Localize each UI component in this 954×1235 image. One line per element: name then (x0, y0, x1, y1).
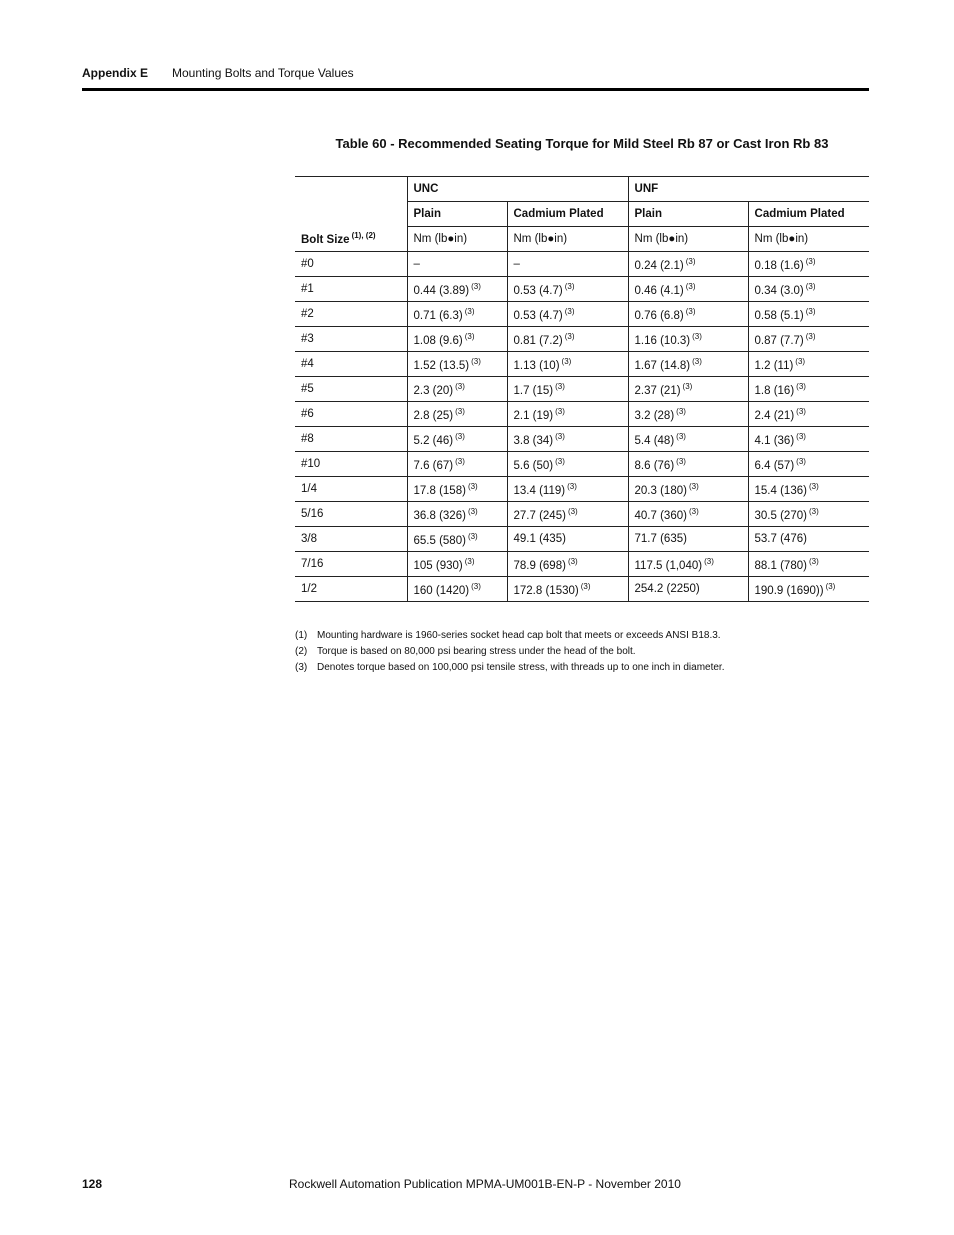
bolt-size-note: (1), (2) (351, 231, 376, 240)
torque-value: 1.2 (11) (754, 359, 794, 372)
bolt-size-cell: #8 (295, 427, 407, 452)
footnote-ref: (3) (464, 556, 475, 566)
bolt-size-cell: #5 (295, 377, 407, 402)
torque-cell (748, 352, 869, 377)
footnote-ref: (3) (805, 306, 816, 316)
torque-value: 254.2 (2250) (634, 583, 700, 595)
torque-cell (407, 452, 507, 477)
torque-value: 1.52 (13.5) (413, 359, 470, 372)
torque-cell (407, 527, 507, 552)
torque-value: 3.2 (28) (634, 409, 675, 422)
torque-value: 4.1 (36) (754, 434, 795, 447)
torque-cell (628, 452, 748, 477)
footnote-ref: (3) (564, 281, 575, 291)
torque-value: 1.7 (15) (513, 384, 554, 397)
footnote-ref: (3) (676, 406, 686, 416)
bolt-size-cell: 1/4 (295, 477, 407, 502)
torque-cell (507, 402, 628, 427)
bolt-size-cell: 7/16 (295, 552, 407, 577)
footnote-ref: (3) (567, 556, 578, 566)
torque-value: 0.46 (4.1) (634, 284, 684, 297)
footnote-ref: (3) (796, 431, 806, 441)
torque-cell (407, 577, 507, 602)
torque-value: 0.58 (5.1) (754, 309, 804, 322)
torque-value: 2.8 (25) (413, 409, 454, 422)
torque-cell (407, 252, 507, 277)
table-row (295, 277, 869, 302)
bolt-size-cell: #6 (295, 402, 407, 427)
table-row (295, 452, 869, 477)
footnotes (295, 630, 869, 678)
torque-cell (628, 502, 748, 527)
torque-cell (628, 277, 748, 302)
torque-cell (407, 327, 507, 352)
footnote-text: Denotes torque based on 100,000 psi tensile stress, with threads up to one inch in diameter. (317, 662, 725, 673)
torque-cell (628, 477, 748, 502)
torque-cell (407, 352, 507, 377)
torque-value: 5.2 (46) (413, 434, 454, 447)
torque-cell (628, 377, 748, 402)
torque-value: 6.4 (57) (754, 459, 795, 472)
footnote-ref: (3) (555, 406, 565, 416)
torque-value: 88.1 (780) (754, 559, 807, 572)
torque-cell (628, 552, 748, 577)
footnote-ref: (3) (555, 431, 565, 441)
footnote-ref: (3) (805, 256, 816, 266)
footnote-ref: (3) (561, 356, 572, 366)
torque-value: 0.34 (3.0) (754, 284, 804, 297)
torque-cell (748, 277, 869, 302)
footnote (295, 630, 869, 646)
table-row (295, 252, 869, 277)
torque-table (295, 176, 869, 602)
torque-cell (628, 427, 748, 452)
torque-cell (407, 427, 507, 452)
torque-cell (748, 402, 869, 427)
table-row (295, 477, 869, 502)
torque-value: 1.13 (10) (513, 359, 560, 372)
table-row (295, 352, 869, 377)
torque-cell (748, 377, 869, 402)
torque-cell (507, 577, 628, 602)
footnote (295, 662, 869, 678)
torque-value: 190.9 (1690)) (754, 584, 824, 597)
table-row (295, 552, 869, 577)
group-header-unf: UNF (628, 177, 869, 202)
table-row (295, 527, 869, 552)
footnote-ref: (3) (567, 506, 578, 516)
table-row (295, 302, 869, 327)
footnote-ref: (3) (808, 481, 819, 491)
table-row (295, 377, 869, 402)
torque-value: 5.6 (50) (513, 459, 554, 472)
table-row (295, 427, 869, 452)
footnote-ref: (3) (471, 281, 481, 291)
footnote-ref: (3) (692, 356, 702, 366)
torque-value: 2.3 (20) (413, 384, 454, 397)
torque-value: – (513, 258, 520, 270)
torque-cell (628, 252, 748, 277)
bolt-size-label: Bolt Size (301, 234, 350, 246)
footnote-ref: (3) (555, 381, 565, 391)
torque-cell (507, 452, 628, 477)
footnote-ref: (3) (805, 281, 816, 291)
torque-cell (407, 402, 507, 427)
footnote-ref: (3) (796, 456, 806, 466)
unit-cell: Nm (lb●in) (628, 227, 748, 252)
torque-value: 20.3 (180) (634, 484, 687, 497)
footnote-ref: (3) (808, 556, 819, 566)
torque-cell (748, 327, 869, 352)
torque-value: 5.4 (48) (634, 434, 675, 447)
torque-cell (748, 452, 869, 477)
torque-value: 27.7 (245) (513, 509, 566, 522)
footnote-ref: (3) (455, 381, 465, 391)
footnote-ref: (3) (692, 331, 702, 341)
torque-cell (748, 502, 869, 527)
torque-cell (748, 527, 869, 552)
footnote-ref: (3) (795, 356, 806, 366)
footnote-ref: (3) (567, 481, 577, 491)
torque-cell (628, 402, 748, 427)
bolt-size-header (295, 177, 407, 252)
footnote-ref: (3) (464, 331, 475, 341)
torque-cell (507, 477, 628, 502)
torque-cell (507, 552, 628, 577)
footnote-ref: (3) (564, 306, 575, 316)
torque-value: 2.37 (21) (634, 384, 681, 397)
torque-cell (748, 252, 869, 277)
torque-cell (748, 552, 869, 577)
torque-value: 117.5 (1,040) (634, 559, 703, 572)
torque-value: 3.8 (34) (513, 434, 554, 447)
torque-cell (407, 377, 507, 402)
footnote-ref: (3) (685, 256, 696, 266)
section-title: Mounting Bolts and Torque Values (172, 66, 354, 80)
page-number: 128 (82, 1177, 103, 1191)
bolt-size-cell: #4 (295, 352, 407, 377)
torque-cell (507, 252, 628, 277)
torque-value: 0.76 (6.8) (634, 309, 684, 322)
torque-value: 7.6 (67) (413, 459, 454, 472)
bolt-size-cell: 5/16 (295, 502, 407, 527)
group-header-row (295, 177, 869, 202)
footnote-number: (3) (295, 662, 308, 673)
footnote-ref: (3) (471, 581, 481, 591)
table-row (295, 577, 869, 602)
table-body (295, 252, 869, 602)
torque-value: 1.8 (16) (754, 384, 795, 397)
torque-value: 0.18 (1.6) (754, 259, 804, 272)
torque-value: 1.67 (14.8) (634, 359, 691, 372)
torque-cell (507, 377, 628, 402)
torque-cell (748, 477, 869, 502)
bolt-size-cell: 1/2 (295, 577, 407, 602)
torque-value: 49.1 (435) (513, 533, 566, 545)
footnote-number: (2) (295, 646, 308, 657)
torque-cell (507, 277, 628, 302)
torque-cell (748, 427, 869, 452)
torque-value: 160 (1420) (413, 584, 470, 597)
torque-value: 2.4 (21) (754, 409, 795, 422)
footnote-ref: (3) (455, 406, 465, 416)
unit-cell: Nm (lb●in) (407, 227, 507, 252)
unit-cell: Nm (lb●in) (507, 227, 628, 252)
torque-cell (748, 302, 869, 327)
footnote-ref: (3) (796, 381, 806, 391)
table-row (295, 402, 869, 427)
torque-cell (507, 427, 628, 452)
torque-value: 0.24 (2.1) (634, 259, 684, 272)
torque-value: 17.8 (158) (413, 484, 466, 497)
torque-cell (628, 527, 748, 552)
footnote-ref: (3) (455, 456, 465, 466)
bolt-size-cell: #3 (295, 327, 407, 352)
torque-value: 15.4 (136) (754, 484, 807, 497)
torque-cell (407, 477, 507, 502)
appendix-label: Appendix E (82, 66, 149, 80)
torque-value: 71.7 (635) (634, 533, 687, 545)
torque-value: – (413, 258, 420, 270)
torque-value: 78.9 (698) (513, 559, 566, 572)
footnote-ref: (3) (805, 331, 816, 341)
header-rule (82, 88, 869, 91)
table-head (295, 177, 869, 252)
torque-value: 0.53 (4.7) (513, 309, 563, 322)
torque-value: 36.8 (326) (413, 509, 466, 522)
footnote-ref: (3) (467, 531, 478, 541)
group-header-unc: UNC (407, 177, 628, 202)
footnote-number: (1) (295, 630, 308, 641)
footnote-ref: (3) (704, 556, 714, 566)
torque-value: 8.6 (76) (634, 459, 675, 472)
footnote-ref: (3) (682, 381, 693, 391)
footnote-ref: (3) (808, 506, 819, 516)
footnote-ref: (3) (564, 331, 575, 341)
sub-header-unf-plain: Plain (628, 202, 748, 227)
footnote-ref: (3) (467, 506, 478, 516)
torque-cell (507, 502, 628, 527)
torque-value: 13.4 (119) (513, 484, 566, 497)
sub-header-unf-cadmium: Cadmium Plated (748, 202, 869, 227)
footnote-ref: (3) (688, 481, 699, 491)
torque-value: 65.5 (580) (413, 534, 466, 547)
footnote-ref: (3) (685, 281, 696, 291)
bolt-size-cell: 3/8 (295, 527, 407, 552)
torque-value: 172.8 (1530) (513, 584, 579, 597)
footnote-ref: (3) (676, 456, 686, 466)
footnote-text: Torque is based on 80,000 psi bearing stress under the head of the bolt. (317, 646, 636, 657)
torque-cell (628, 327, 748, 352)
torque-cell (407, 302, 507, 327)
footnote-ref: (3) (685, 306, 696, 316)
torque-value: 0.81 (7.2) (513, 334, 563, 347)
torque-cell (507, 527, 628, 552)
torque-value: 0.44 (3.89) (413, 284, 470, 297)
torque-cell (628, 577, 748, 602)
footnote-ref: (3) (555, 456, 565, 466)
footnote-ref: (3) (455, 431, 465, 441)
bolt-size-cell: #10 (295, 452, 407, 477)
torque-value: 105 (930) (413, 559, 463, 572)
torque-value: 53.7 (476) (754, 533, 807, 545)
torque-value: 30.5 (270) (754, 509, 807, 522)
torque-cell (407, 502, 507, 527)
footnote-ref: (3) (825, 581, 836, 591)
torque-value: 0.87 (7.7) (754, 334, 804, 347)
torque-cell (507, 352, 628, 377)
footnote-ref: (3) (467, 481, 478, 491)
torque-cell (407, 552, 507, 577)
torque-value: 1.08 (9.6) (413, 334, 463, 347)
torque-value: 40.7 (360) (634, 509, 687, 522)
bolt-size-cell: #1 (295, 277, 407, 302)
table-title: Table 60 - Recommended Seating Torque for Mild Steel Rb 87 or Cast Iron Rb 83 (335, 136, 829, 151)
torque-cell (628, 302, 748, 327)
torque-value: 2.1 (19) (513, 409, 554, 422)
bolt-size-cell: #0 (295, 252, 407, 277)
footnote-text: Mounting hardware is 1960-series socket head cap bolt that meets or exceeds ANSI B18.3. (317, 630, 721, 641)
sub-header-unc-plain: Plain (407, 202, 507, 227)
footnote-ref: (3) (796, 406, 806, 416)
footnote (295, 646, 869, 662)
sub-header-unc-cadmium: Cadmium Plated (507, 202, 628, 227)
table-row (295, 502, 869, 527)
torque-value: 0.53 (4.7) (513, 284, 563, 297)
bolt-size-cell: #2 (295, 302, 407, 327)
torque-cell (507, 302, 628, 327)
torque-value: 1.16 (10.3) (634, 334, 691, 347)
torque-value: 0.71 (6.3) (413, 309, 463, 322)
torque-cell (628, 352, 748, 377)
publication-info: Rockwell Automation Publication MPMA-UM001B-EN-P - November 2010 (289, 1177, 681, 1191)
footnote-ref: (3) (471, 356, 481, 366)
footnote-ref: (3) (580, 581, 591, 591)
torque-cell (748, 577, 869, 602)
table-row (295, 327, 869, 352)
unit-cell: Nm (lb●in) (748, 227, 869, 252)
footnote-ref: (3) (688, 506, 699, 516)
torque-cell (507, 327, 628, 352)
torque-cell (407, 277, 507, 302)
footnote-ref: (3) (464, 306, 475, 316)
footnote-ref: (3) (676, 431, 686, 441)
